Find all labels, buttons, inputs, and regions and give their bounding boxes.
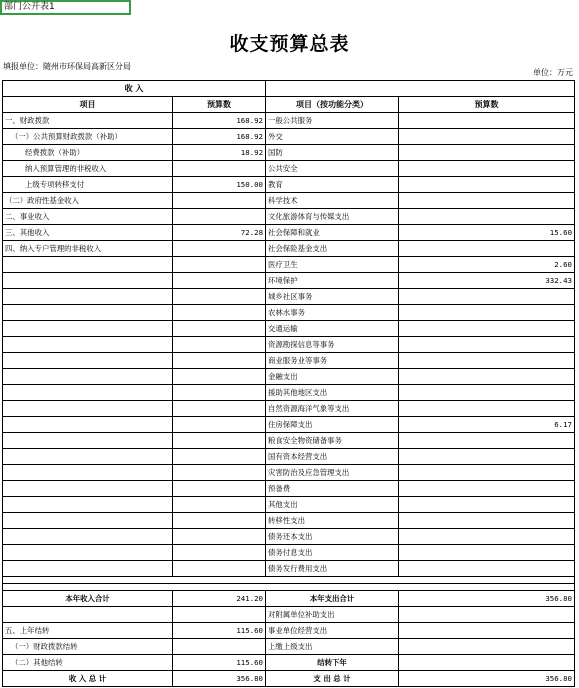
expense-item: 教育 — [266, 177, 399, 193]
table-row — [3, 241, 575, 257]
table-row — [3, 449, 575, 465]
income-budget — [173, 257, 266, 273]
expense-item: 其他支出 — [266, 497, 399, 513]
income-budget — [173, 193, 266, 209]
expense-budget — [399, 177, 575, 193]
expense-budget — [399, 561, 575, 577]
table-row — [3, 545, 575, 561]
table-row — [3, 433, 575, 449]
income-budget — [173, 433, 266, 449]
expense-budget — [399, 193, 575, 209]
income-budget — [173, 561, 266, 577]
income-budget — [173, 321, 266, 337]
fill-unit-label: 填报单位：随州市环保局高新区分局 — [3, 62, 131, 71]
expense-item: 医疗卫生 — [266, 257, 399, 273]
expense-budget — [399, 209, 575, 225]
expense-item: 公共安全 — [266, 161, 399, 177]
income-budget: 18.92 — [173, 145, 266, 161]
income-item — [3, 417, 173, 433]
expense-item: 农林水事务 — [266, 305, 399, 321]
expense-budget — [399, 385, 575, 401]
expense-item: 援助其他地区支出 — [266, 385, 399, 401]
income-item: （一）公共预算财政拨款（补助） — [3, 129, 173, 145]
sum-expense-label: 支 出 总 计 — [266, 671, 399, 687]
table-row — [3, 225, 575, 241]
income-budget — [173, 369, 266, 385]
expense-budget — [399, 129, 575, 145]
income-item — [3, 289, 173, 305]
table-row — [3, 321, 575, 337]
expense-budget — [399, 337, 575, 353]
expense-budget: 6.17 — [399, 417, 575, 433]
income-item — [3, 481, 173, 497]
expense-item: 交通运输 — [266, 321, 399, 337]
income-budget — [173, 337, 266, 353]
expense-budget: 15.60 — [399, 225, 575, 241]
income-budget — [173, 513, 266, 529]
sheet-tab-label: 部门公开表1 — [0, 0, 131, 15]
sum-income-value: 356.80 — [173, 671, 266, 687]
income-item — [3, 353, 173, 369]
expense-item: 一般公共服务 — [266, 113, 399, 129]
income-budget — [173, 545, 266, 561]
expense-item: 灾害防治及应急管理支出 — [266, 465, 399, 481]
table-row — [3, 529, 575, 545]
income-item — [3, 545, 173, 561]
table-row — [3, 369, 575, 385]
expense-item: 资源勘探信息等事务 — [266, 337, 399, 353]
income-budget — [173, 401, 266, 417]
header-item: 项目 — [3, 97, 173, 113]
income-budget — [173, 289, 266, 305]
income-budget: 150.00 — [173, 177, 266, 193]
table-row — [3, 385, 575, 401]
expense-item: 住房保障支出 — [266, 417, 399, 433]
expense-budget — [399, 353, 575, 369]
expense-budget — [399, 481, 575, 497]
income-item — [3, 257, 173, 273]
header-budget-2: 预算数 — [399, 97, 575, 113]
income-item: 四、纳入专户管理的非税收入 — [3, 241, 173, 257]
income-item — [3, 449, 173, 465]
section-income-header: 收 入 — [3, 81, 266, 97]
expense-item: 金融支出 — [266, 369, 399, 385]
income-budget: 168.92 — [173, 129, 266, 145]
fiscal-carry-label: （一）财政拨款结转 — [3, 639, 173, 655]
income-item: 纳入预算管理的非税收入 — [3, 161, 173, 177]
expense-item: 国防 — [266, 145, 399, 161]
expense-total-label: 本年支出合计 — [266, 591, 399, 607]
table-row — [3, 353, 575, 369]
carry-value: 115.60 — [173, 623, 266, 639]
expense-budget — [399, 369, 575, 385]
income-budget — [173, 385, 266, 401]
table-row — [3, 193, 575, 209]
table-row — [3, 209, 575, 225]
income-budget — [173, 241, 266, 257]
income-item: 一、财政拨款 — [3, 113, 173, 129]
income-item — [3, 401, 173, 417]
expense-budget — [399, 529, 575, 545]
table-row — [3, 289, 575, 305]
table-row — [3, 417, 575, 433]
income-budget: 72.28 — [173, 225, 266, 241]
income-item — [3, 497, 173, 513]
income-budget — [173, 417, 266, 433]
expense-budget — [399, 401, 575, 417]
expense-budget — [399, 545, 575, 561]
income-item: 上级专项转移支付 — [3, 177, 173, 193]
income-budget — [173, 497, 266, 513]
section-expense-header — [266, 81, 575, 97]
income-budget — [173, 209, 266, 225]
income-item — [3, 513, 173, 529]
income-item — [3, 465, 173, 481]
expense-item: 债务还本支出 — [266, 529, 399, 545]
income-item: 三、其他收入 — [3, 225, 173, 241]
expense-item: 国有资本经营支出 — [266, 449, 399, 465]
expense-budget: 332.43 — [399, 273, 575, 289]
income-budget — [173, 449, 266, 465]
income-budget — [173, 305, 266, 321]
income-item: （二）政府性基金收入 — [3, 193, 173, 209]
table-row — [3, 177, 575, 193]
next-year-label: 结转下年 — [266, 655, 399, 671]
expense-item: 科学技术 — [266, 193, 399, 209]
expense-total-value: 356.80 — [399, 591, 575, 607]
budget-table — [2, 80, 575, 687]
income-item — [3, 529, 173, 545]
expense-item: 城乡社区事务 — [266, 289, 399, 305]
table-row — [3, 465, 575, 481]
income-item — [3, 561, 173, 577]
table-row — [3, 561, 575, 577]
expense-budget — [399, 513, 575, 529]
income-item — [3, 321, 173, 337]
income-total-label: 本年收入合计 — [3, 591, 173, 607]
table-row — [3, 145, 575, 161]
income-item — [3, 385, 173, 401]
expense-item: 债务发行费用支出 — [266, 561, 399, 577]
expense-item: 债务付息支出 — [266, 545, 399, 561]
sum-expense-value: 356.80 — [399, 671, 575, 687]
expense-item: 社会保障和就业 — [266, 225, 399, 241]
table-row — [3, 481, 575, 497]
expense-item: 粮食安全物资储备事务 — [266, 433, 399, 449]
subsidy-label: 对附属单位补助支出 — [266, 607, 399, 623]
expense-budget — [399, 465, 575, 481]
table-row — [3, 513, 575, 529]
expense-item: 转移性支出 — [266, 513, 399, 529]
expense-item: 环境保护 — [266, 273, 399, 289]
income-total-value: 241.20 — [173, 591, 266, 607]
table-row — [3, 305, 575, 321]
sum-income-label: 收 入 总 计 — [3, 671, 173, 687]
carry-label: 五、上年结转 — [3, 623, 173, 639]
income-item: 经费拨款（补助） — [3, 145, 173, 161]
unit-label: 单位：万元 — [533, 68, 573, 77]
table-row — [3, 273, 575, 289]
other-carry-label: （二）其他结转 — [3, 655, 173, 671]
expense-budget — [399, 449, 575, 465]
header-function-item: 项目（按功能分类） — [266, 97, 399, 113]
table-row — [3, 401, 575, 417]
income-budget — [173, 161, 266, 177]
table-row — [3, 257, 575, 273]
expense-budget — [399, 321, 575, 337]
income-budget — [173, 273, 266, 289]
income-item: 二、事业收入 — [3, 209, 173, 225]
expense-budget — [399, 497, 575, 513]
table-row — [3, 113, 575, 129]
biz-label: 事业单位经营支出 — [266, 623, 399, 639]
income-item — [3, 273, 173, 289]
expense-budget: 2.60 — [399, 257, 575, 273]
expense-budget — [399, 145, 575, 161]
expense-budget — [399, 113, 575, 129]
expense-budget — [399, 433, 575, 449]
income-budget — [173, 481, 266, 497]
expense-budget — [399, 305, 575, 321]
expense-budget — [399, 161, 575, 177]
income-item — [3, 337, 173, 353]
table-row — [3, 161, 575, 177]
expense-item: 自然资源海洋气象等支出 — [266, 401, 399, 417]
expense-item: 商业服务业等事务 — [266, 353, 399, 369]
expense-item: 预备费 — [266, 481, 399, 497]
table-row — [3, 129, 575, 145]
income-budget — [173, 465, 266, 481]
expense-budget — [399, 289, 575, 305]
table-row — [3, 337, 575, 353]
income-budget — [173, 529, 266, 545]
table-row — [3, 497, 575, 513]
expense-item: 外交 — [266, 129, 399, 145]
page-title: 收支预算总表 — [229, 33, 350, 55]
income-item — [3, 305, 173, 321]
expense-item: 社会保险基金支出 — [266, 241, 399, 257]
income-budget: 168.92 — [173, 113, 266, 129]
header-budget: 预算数 — [173, 97, 266, 113]
expense-budget — [399, 241, 575, 257]
upper-label: 上缴上级支出 — [266, 639, 399, 655]
income-budget — [173, 353, 266, 369]
expense-item: 文化旅游体育与传媒支出 — [266, 209, 399, 225]
income-item — [3, 433, 173, 449]
income-item — [3, 369, 173, 385]
other-carry-value: 115.60 — [173, 655, 266, 671]
